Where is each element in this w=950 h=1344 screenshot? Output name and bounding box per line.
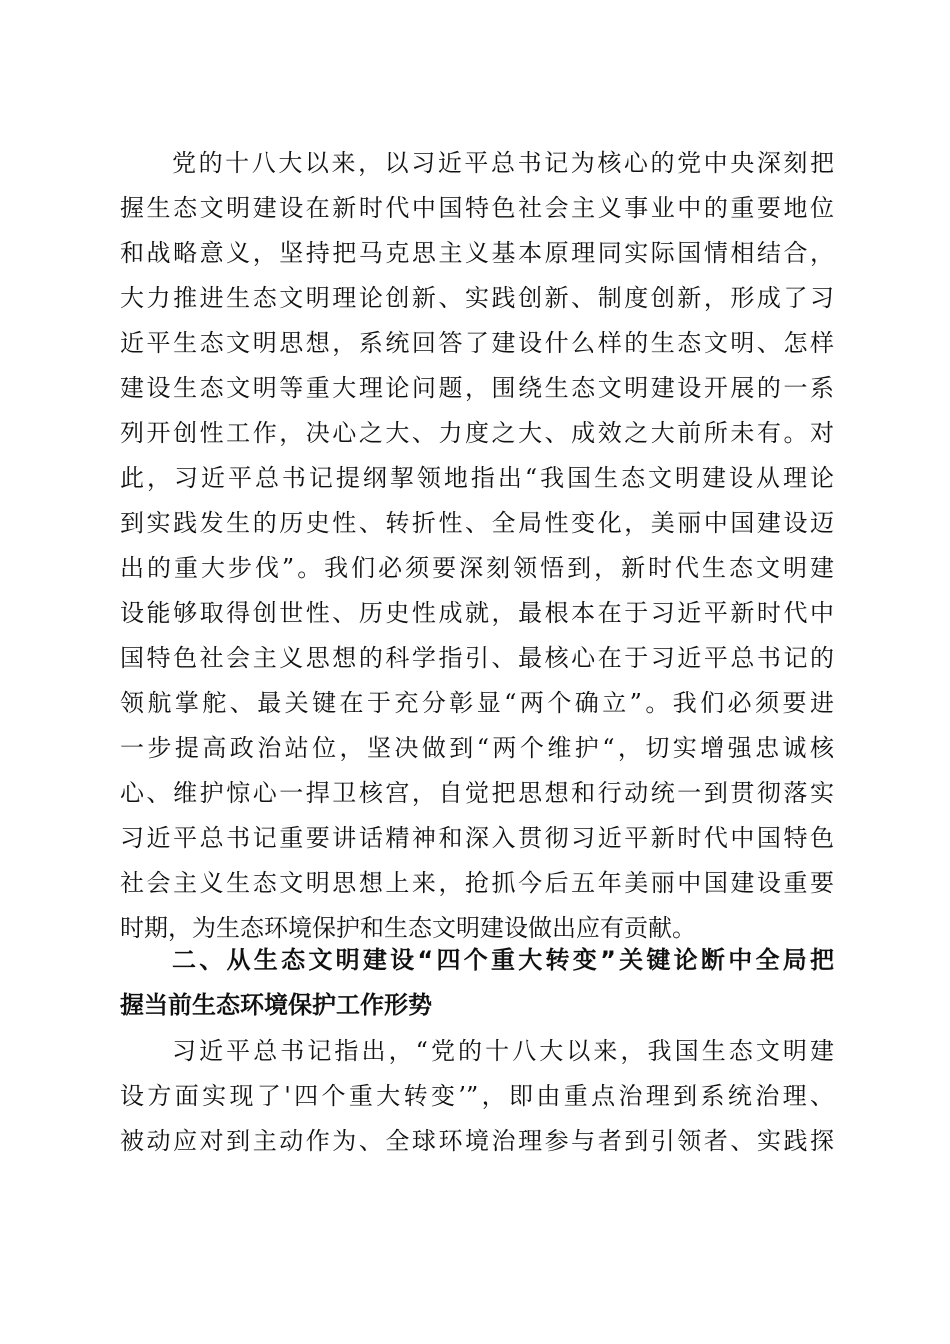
paragraph-line: 习近平总书记指出，“党的十八大以来，我国生态文明建 <box>172 1037 834 1065</box>
paragraph-line: 大力推进生态文明理论创新、实践创新、制度创新，形成了习 <box>120 284 834 312</box>
paragraph-line: 国特色社会主义思想的科学指引、最核心在于习近平总书记的 <box>120 644 834 672</box>
paragraph-line: 到实践发生的历史性、转折性、全局性变化，美丽中国建设迈 <box>120 509 834 537</box>
paragraph-line: 此，习近平总书记提纲挈领地指出“我国生态文明建设从理论 <box>120 464 834 492</box>
paragraph-line: 握生态文明建设在新时代中国特色社会主义事业中的重要地位 <box>120 194 834 222</box>
paragraph-line: 心、维护惊心一捍卫核宫，自觉把思想和行动统一到贯彻落实 <box>120 779 834 807</box>
paragraph-line: 建设生态文明等重大理论问题，围绕生态文明建设开展的一系 <box>120 374 834 402</box>
heading-line: 握当前生态环境保护工作形势 <box>120 991 432 1019</box>
paragraph-line: 近平生态文明思想，系统回答了建设什么样的生态文明、怎样 <box>120 329 834 357</box>
body-paragraph-1 <box>120 141 834 951</box>
paragraph-line: 设方面实现了'四个重大转变’”，即由重点治理到系统治理、 <box>120 1082 834 1110</box>
paragraph-line: 党的十八大以来，以习近平总书记为核心的党中央深刻把 <box>172 149 834 177</box>
paragraph-line: 时期，为生态环境保护和生态文明建设做出应有贡献。 <box>120 914 696 942</box>
paragraph-line: 社会主义生态文明思想上来，抢抓今后五年美丽中国建设重要 <box>120 869 834 897</box>
paragraph-line: 习近平总书记重要讲话精神和深入贯彻习近平新时代中国特色 <box>120 824 834 852</box>
heading-line: 二、从生态文明建设“四个重大转变”关键论断中全局把 <box>172 946 834 974</box>
paragraph-line: 领航掌舵、最关键在于充分彰显“两个确立”。我们必须要进 <box>120 689 834 717</box>
paragraph-line: 出的重大步伐”。我们必须要深刻领悟到，新时代生态文明建 <box>120 554 834 582</box>
section-heading-2 <box>120 938 834 1028</box>
paragraph-line: 一步提高政治站位，坚决做到“两个维护“，切实增强忠诚核 <box>120 734 834 762</box>
paragraph-line: 设能够取得创世性、历史性成就，最根本在于习近平新时代中 <box>120 599 834 627</box>
paragraph-line: 被动应对到主动作为、全球环境治理参与者到引领者、实践探 <box>120 1127 834 1155</box>
paragraph-line: 和战略意义，坚持把马克思主义基本原理同实际国情相结合， <box>120 239 834 267</box>
paragraph-line: 列开创性工作，决心之大、力度之大、成效之大前所未有。对 <box>120 419 834 447</box>
body-paragraph-2 <box>120 1029 834 1164</box>
